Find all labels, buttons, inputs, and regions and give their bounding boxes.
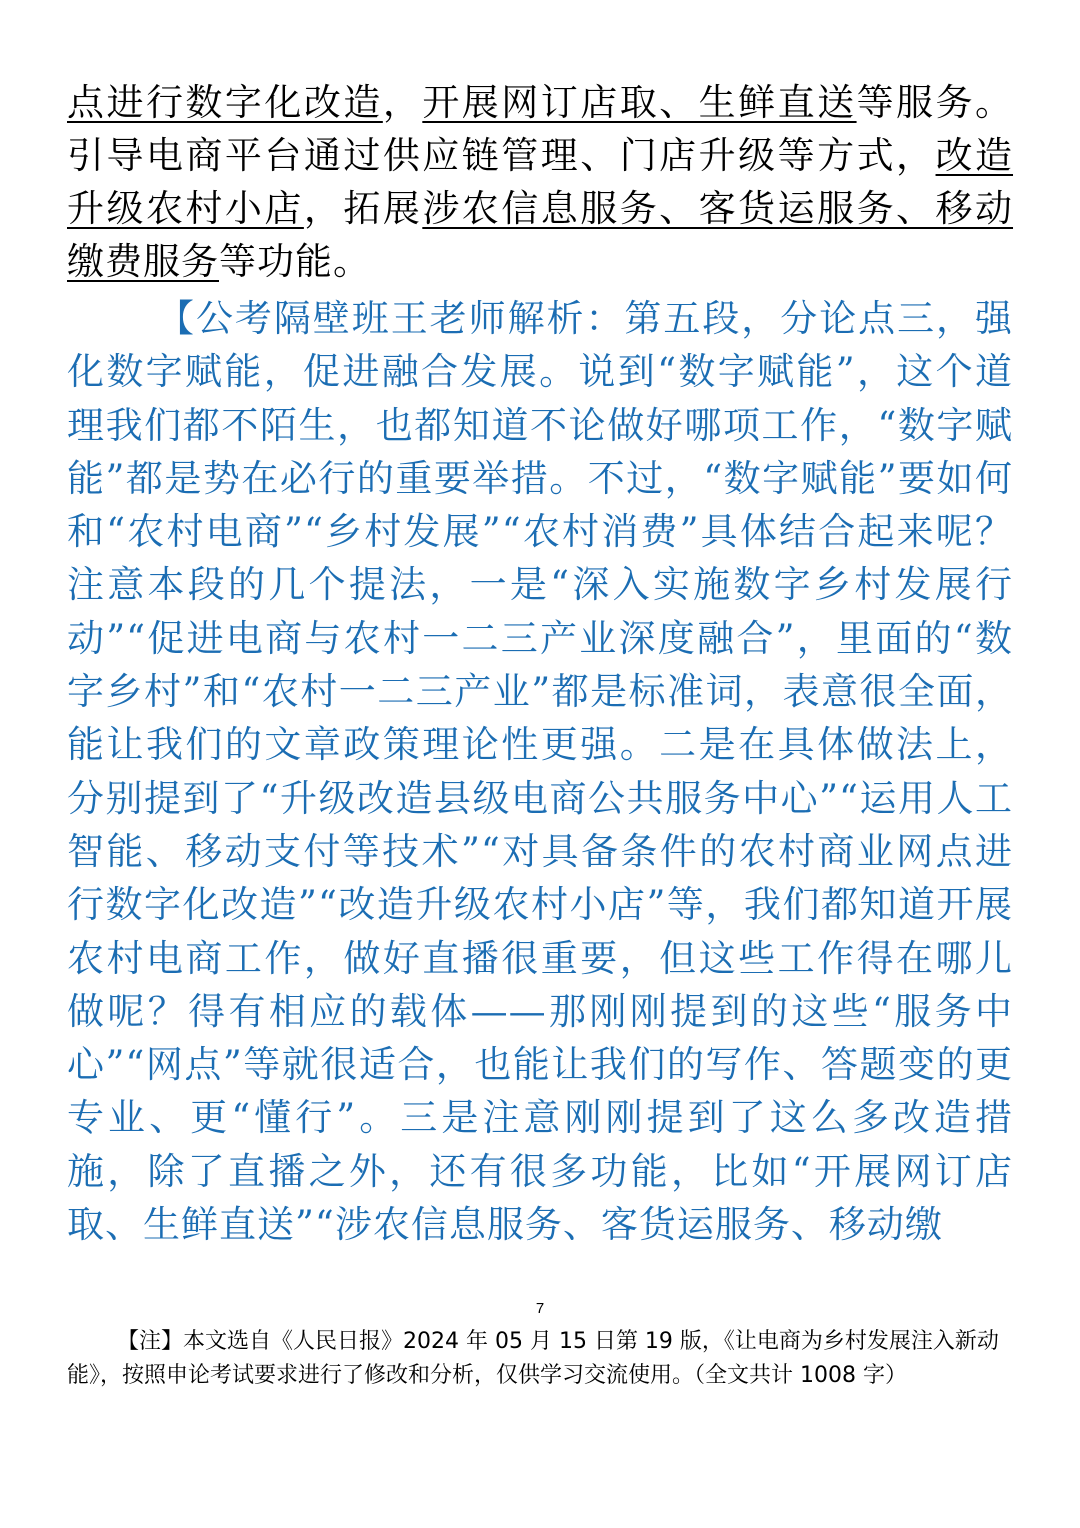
teacher-analysis-paragraph: 【公考隔壁班王老师解析：第五段，分论点三，强化数字赋能，促进融合发展。说到“数字赋能”，这个道理我们都不陌生，也都知道不论做好哪项工作，“数字赋能”都是势在必行的重要举措。不过，“数字赋能”要如何和“农村电商”“乡村发展”“农村消费”具体结合起来呢？注意本段的几个提法，一是“深入实施数字乡村发展行动”“促进电商与农村一二三产业深度融合”，里面的“数字乡村”和“农村一二三产业”都是标准词，表意很全面，能让我们的文章政策理论性更强。二是在具体做法上，分别提到了“升级改造县级电商公共服务中心”“运用人工智能、移动支付等技术”“对具备条件的农村商业网点进行数字化改造”“改造升级农村小店”等，我们都知道开展农村电商工作，做好直播很重要，但这些工作得在哪儿做呢？得有相应的载体——那刚刚提到的这些“服务中心”“网点”等就很适合，也能让我们的写作、答题变的更专业、更“懂行”。三是注意刚刚提到了这么多改造措施，除了直播之外，还有很多功能，比如“开展网订店取、生鲜直送”“涉农信息服务、客货运服务、移动缴	[67, 297, 1013, 1247]
underlined-phrase-services: 涉农信息服务、客货运服务、移动缴费服务	[67, 187, 1014, 283]
text-segment: ，拓展	[303, 187, 423, 230]
main-paragraph	[67, 76, 1013, 288]
text-segment: ，	[382, 81, 423, 124]
page-number: 7	[535, 1300, 545, 1317]
text-segment: 等功能。	[219, 240, 371, 283]
source-footnote: 【注】本文选自《人民日报》2024 年 05 月 15 日第 19 版，《让电商为乡村发展注入新动能》，按照申论考试要求进行了修改和分析，仅供学习交流使用。（全文共计 1008 字）	[67, 1329, 999, 1388]
underlined-phrase-digital-transformation: 点进行数字化改造	[67, 81, 383, 124]
underlined-phrase-upgrade-shops: 改造升级农村小店	[67, 134, 1014, 230]
underlined-phrase-online-order: 开展网订店取、生鲜直送	[422, 81, 857, 124]
text-segment: 等服务。引导电商平台通过供应链管理、门店升级等方式，	[67, 81, 1014, 177]
